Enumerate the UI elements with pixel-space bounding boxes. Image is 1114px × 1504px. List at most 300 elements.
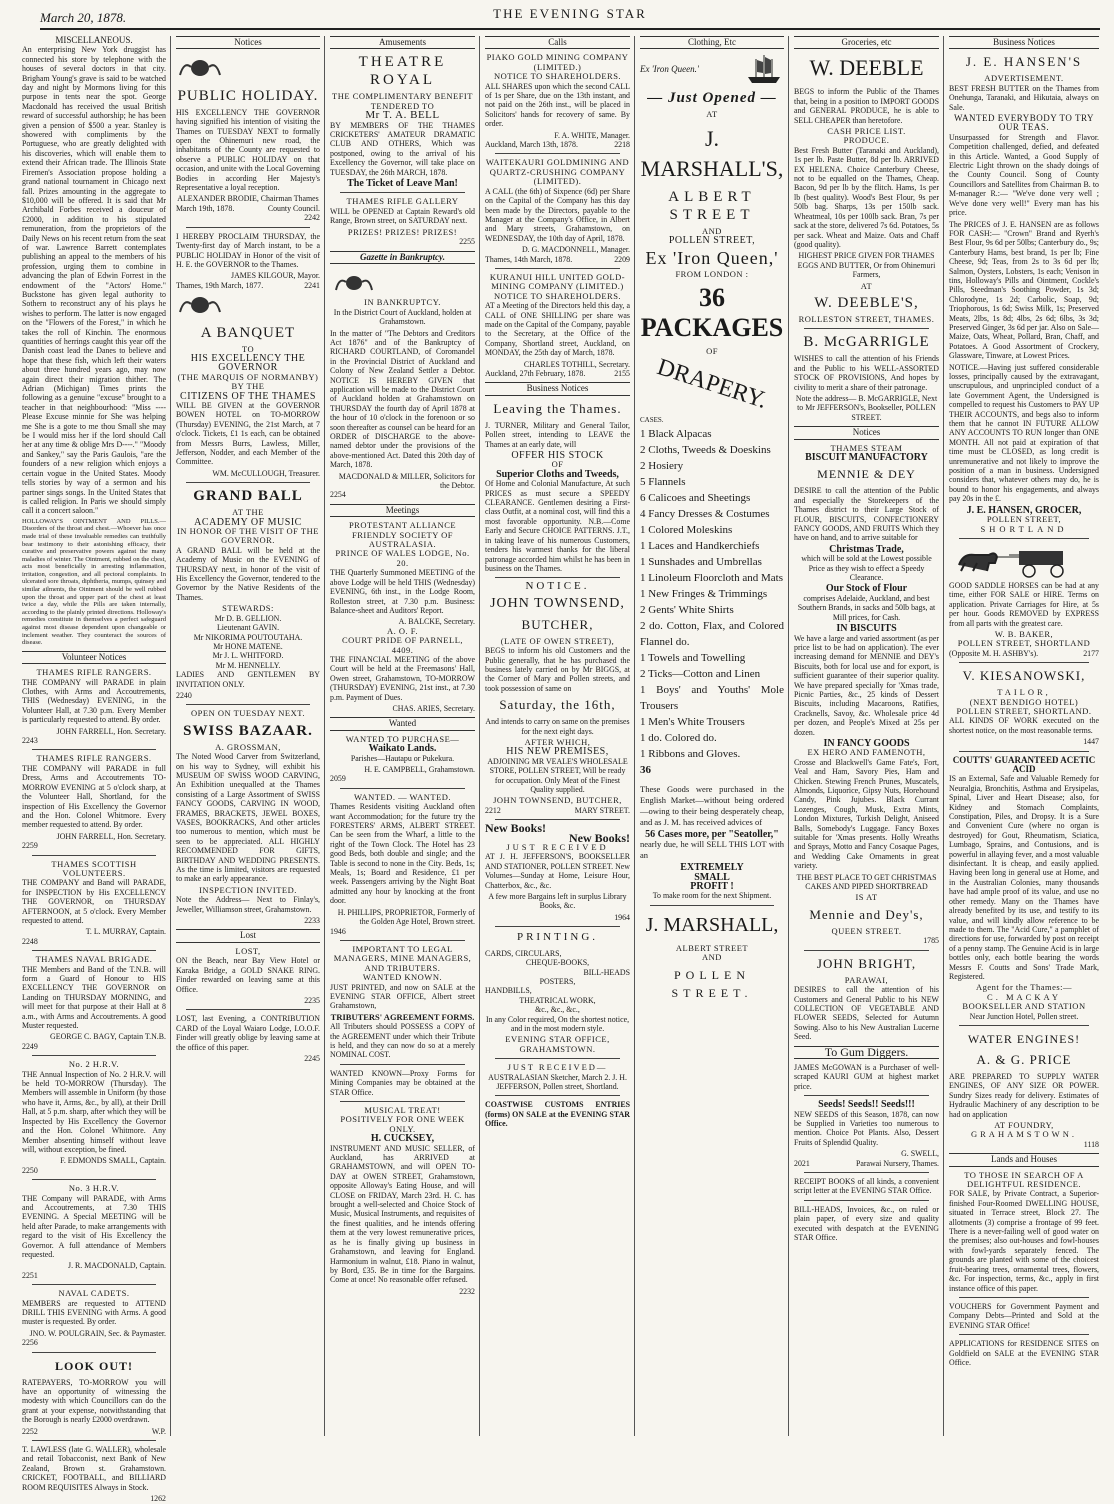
advert-line: CITIZENS OF THE THAMES <box>180 390 316 402</box>
list-item: 1 Men's White Trousers <box>640 715 745 728</box>
advert-line: ADVERTISEMENT. <box>984 73 1064 84</box>
advert-body: MEMBERS are requested to ATTEND DRILL THIS EVENING with Arms. A good muster is requested. By order. <box>22 1298 166 1327</box>
advert-line: THE COMPLIMENTARY BENEFIT <box>332 91 473 102</box>
advert-title: J. MARSHALL, <box>645 913 779 936</box>
advert-number: 2209 <box>614 254 630 264</box>
advert-line: 56 Cases more, per "Seatoller," <box>645 828 779 840</box>
advert-body: AT J. H. JEFFERSON'S, BOOKSELLER AND STATIONER, POLLEN STREET. New Volumes—Sunday at Home, Leisure Hour, Chatterbox, &c., &c. <box>485 852 630 890</box>
advert-body: All Tributers should POSSESS a COPY of the AGREEMENT under which their Tribute is held, and they can now do so at a merely NOMINAL COST. <box>330 1022 475 1060</box>
advert-number: 2212 <box>485 805 501 815</box>
advert-line: IN FANCY GOODS <box>823 737 910 749</box>
advert-body: WANTED KNOWN—Proxy Forms for Mining Companies may be obtained at the STAR Office. <box>330 1068 475 1097</box>
divider <box>32 749 156 750</box>
advert-body: THE COMPANY will PARADE in plain Clothes, with Arms and Accoutrements, THIS (Wednesday) EVENING, in the Volunteer Hall, at 7.30 p.m. Every Member is particularly requested to attend. By order. <box>22 677 166 725</box>
divider <box>186 1009 310 1010</box>
advert-body: THE Annual Inspection of No. 2 H.R.V. will be held TO-MORROW (Thursday). The Members will assemble in Uniform (by those who have it, Arms, &c., by all), at their Drill Hall, at 5 p.m. sharp, after which they will be Inspected by His Excellency the Governor and the Hon. Colonel Whitmore. Any Member absenting himself without leave will, without exception, be fined. <box>22 1069 166 1154</box>
divider <box>804 950 929 951</box>
advert-body: ARE PREPARED TO SUPPLY WATER ENGINES, OF ANY SIZE OR POWER. Sundry Sizes ready for delivery. Estimates of Hydraulic Machinery of any description to be had on application <box>949 1071 1099 1119</box>
advert-body: Note the Address— Next to Finlay's, Jeweller, Williamson street, Grahamstown. <box>176 895 320 914</box>
advert-body: J. TURNER, Military and General Tailor, Pollen street, intending to LEAVE the Thames at an early date, will <box>485 420 630 449</box>
column-rule <box>170 36 171 1436</box>
divider <box>340 940 465 941</box>
advert-body: RECEIPT BOOKS of all kinds, a convenient script letter at the EVENING STAR Office. <box>794 1177 939 1196</box>
column-rule <box>943 36 944 1436</box>
advert-line: JOHN TOWNSEND, <box>490 595 625 611</box>
advert-body: FOR SALE, by Private Contract, a Superior-finished Four-Roomed DWELLING HOUSE, situated in Terrace street, Block 27. The allotments (3) comprise a frontage of 99 feet. There is a never-failing well of good water on the premises; also out-houses and fowl-houses with fowl-yards separately fenced. The grounds are planted with some of the choicest fruit-bearing trees, ornamental trees, flowers, &c. For inspection, terms, &c., apply in first instance office of this paper. <box>949 1189 1099 1293</box>
advert-line: Agent for the Thames:— <box>975 982 1073 993</box>
advert-line: CASH PRICE LIST. <box>827 126 906 137</box>
advert-number: 1946 <box>330 926 346 936</box>
divider <box>959 538 1089 539</box>
advert-line: GOVERNOR <box>218 362 278 374</box>
advert-body: T. LAWLESS (late G. WALLER), wholesale and retail Tobacconist, next Bank of New Zealand, Brown st. Grahamstown. CRICKET, FOOTBALL, and BILLIARD ROOM REQUISITES Always in Stock. <box>22 1445 166 1492</box>
advert-title: J. MARSHALL'S, <box>640 125 784 181</box>
list-item: 2 Cloths, Tweeds & Doeskins <box>640 443 771 456</box>
advert-title: LOOK OUT! <box>54 1358 133 1373</box>
divider <box>340 788 465 789</box>
column-business-notices <box>945 36 1103 1436</box>
divider <box>186 704 310 705</box>
ship-label: Ex 'Iron Queen.' <box>640 63 699 74</box>
advert-line: COURT PRIDE OF PARNELL, 4409. <box>341 635 464 655</box>
advert-number: 2245 <box>304 1053 320 1063</box>
advert-title: SWISS BAZAAR. <box>183 722 313 739</box>
advert-signature: J. R. MACDONALD, Captain. <box>68 1261 166 1271</box>
advert-signature: MACDONALD & MILLER, Solicitors for the Debtor. <box>338 471 475 491</box>
list-item: 1 Laces and Handkerchiefs <box>640 539 760 552</box>
advert-body: These Goods were purchased in the English Market—without being ordered—owing to their being desperately cheap, and as J. M. has received advices of <box>640 783 784 827</box>
masthead <box>40 0 1100 34</box>
advert-line: POLLEN STREET, <box>986 514 1062 525</box>
advert-line: Our Stock of Flour <box>825 583 908 595</box>
advert-title: IN BANKRUPTCY. <box>364 297 441 308</box>
advert-number: 1118 <box>1083 1139 1099 1149</box>
advert-body: In any Color required, On the shortest notice, and in the most modern style. <box>485 1014 630 1033</box>
advert-line: AT <box>860 280 873 291</box>
divider <box>186 227 310 228</box>
advert-line: IN BISCUITS <box>836 623 897 635</box>
divider <box>495 268 620 269</box>
advert-title: WATER ENGINES! <box>967 1031 1081 1046</box>
advert-title: NAVAL CADETS. <box>58 1288 130 1299</box>
advert-line: INSPECTION INVITED. <box>199 884 297 895</box>
advert-title: THAMES NAVAL BRIGADE. <box>35 954 153 965</box>
advert-line: PARAWAI, <box>844 974 889 985</box>
advert-body: INSTRUMENT AND MUSIC SELLER, of Auckland, has ARRIVED at GRAHAMSTOWN, and will OPEN TO-DAY at OWEN STREET, Grahamstown, opposite Alloway's Eating House, and will CLOSE on FRIDAY, March 23rd. H. C. has brought a well-selected and Choice Stock of Music, Musical Instruments, and requisites of the finest qualities, and he intends offering them at the very lowest remunerative prices, as he is finally giving up business in Grahamstown, and leaving for England. Harmonium in walnut, £18. Piano in walnut, by Bord, £35. Be in time for the Bargains. Come at once! No reasonable offer refused. <box>330 1143 475 1285</box>
list-item: 1 Ribbons and Gloves. <box>640 747 741 760</box>
advert-number: 2256 <box>22 1338 38 1348</box>
advert-rifle-rangers-2 <box>22 754 166 850</box>
advert-holloway: HOLLOWAY'S OINTMENT AND PILLS.—Disorders of the throat and chest.—Whoever has once made trial of these invaluable remedies can truthfully bear testimony to their astonishing efficacy, their curative and preservative powers against the many maladies of winter. The Ointment, rubbed on the chest, acts most beneficially in arresting inflammation, irritation, congestion, and all pectoral complaints. In ulcerated sore throats, diphtheria, mumps, quinsey and similar ailments, the Ointment should be well rubbed upon the throat and upper part of the chest at least twice a day, while the Pills are taken internally, according to the plainly printed directions. Holloway's remedies constitute in themselves a perfect safeguard against most disease dependent upon changeable or inclement weather. They counteract the sources of disease. <box>22 517 166 647</box>
list-item: 1 Sunshades and Umbrellas <box>640 555 762 568</box>
steward-name: Mr HONE MATENE. <box>213 641 283 651</box>
masthead-rule <box>40 28 1100 30</box>
advert-line: BY THE <box>231 381 265 392</box>
advert-date: Thames, 14th March, 1878. <box>485 254 573 264</box>
advert-body: Crosse and Blackwell's Game Fate's, Fort, Veal and Ham, Savory Pies, Ham and Chicken. Stewing French Prunes, Muscatels, Almonds, Liquorice, Gipsy Nuts, Horehound Candy, Pink Jujubes. Black Currant Lozenges, Cough, Musk, Extra Mints, London Mixtures, Turkish Delight, Aniseed Balls, Somebody's Luggage. Fancy Boxes suitable for 'Xmas presents. Holly Wreaths and Sprays, Motto and Fancy Cosaque Pages, and Wedding Cake Ornaments in great variety. <box>794 757 939 871</box>
section-heading: Amusements <box>330 36 475 49</box>
divider <box>804 1200 929 1201</box>
advert-hrv-3 <box>22 1184 166 1280</box>
advert-title: MUSICAL TREAT! <box>364 1105 441 1115</box>
advert-body: In the matter of "The Debtors and Creditors Act 1876" and of the Bankruptcy of RICHARD COURTLAND, of Coromandel in the Provincial District of Auckland and Colony of New Zealand Settler a Debtor. NOTICE IS HEREBY GIVEN that application will be made to the District Court of Auckland holden at Grahamstown on THURSDAY the fourth day of April 1878 at the hour of 10 o'clock in the forenoon or so soon thereafter as counsel can be heard for an ORDER of DISCHARGE to the above-named debtor under the provisions of the above-mentioned Act. Dated this 20th day of March, 1878. <box>330 328 475 470</box>
advert-title: J. E. HANSEN, GROCER, <box>966 504 1082 516</box>
advert-body: THE COMPANY will PARADE in full Dress, Arms and Accoutrements TO-MORROW EVENING at 5 o'clock sharp, at the Volunteer Hall, Shortland, for the inspection of His Excellency the Governor and the Hon. Colonel Whitmore. Every member requested to attend. By order. <box>22 763 166 830</box>
section-heading: Business Notices <box>949 36 1099 49</box>
advert-body: AT a Meeting of the Directors held this day, a CALL of ONE SHILLING per share was made on the Capital of the Company, payable to the Secretary, at the Office of the Company, Shortland street, Auckland, on MONDAY, the 25th day of March, 1878. <box>485 301 630 358</box>
advert-line: OPEN ON TUESDAY NEXT. <box>191 708 305 719</box>
advert-signature: G. SWELL, <box>901 1149 939 1159</box>
advert-body: JUST PRINTED, and now on SALE at the EVENING STAR OFFICE, Albert street Grahamstown, <box>330 982 475 1011</box>
advert-line: POLLEN STREET. <box>671 967 753 1000</box>
column-rule <box>634 36 635 1436</box>
advert-title: NOTICE. <box>525 580 590 593</box>
advert-body: LOST, last Evening, a CONTRIBUTION CARD of the Loyal Waiaro Lodge, I.O.O.F. Finder will greatly oblige by leaving same at the office of this paper. <box>176 1014 320 1052</box>
advert-line: (THE MARQUIS OF NORMANBY) <box>177 371 319 382</box>
column-amusements <box>326 36 479 1436</box>
sailing-ship-icon <box>744 53 784 85</box>
advert-body: HIS EXCELLENCY THE GOVERNOR having signified his intention of visiting the Thames on TUESDAY NEXT to formally open the Ohinemuri new road, the inhabitants of the County are requested to observe a PUBLIC HOLIDAY on that occasion, and unite with the Local Governing Bodies in according Her Majesty's Representative a loyal reception. <box>176 107 320 193</box>
advert-title: Leaving the Thames. <box>493 400 622 416</box>
printing-item: BILL-HEADS <box>583 967 630 977</box>
advert-body: A few more Bargains left in surplus Library Books, &c. <box>488 892 627 911</box>
advert-body: Of Home and Colonial Manufacture, At such PRICES as must secure a SPEEDY CLEARANCE. Gentlemen desiring a First-class Outfit, at a nominal cost, will find this a most favorable opportunity. N.B.—Come Early and Secure CHOICE PATTERNS. J.T., in taking leave of his numerous Customers, tenders his warmest thanks for the liberal patronage accorded him whilst he has been in business on the Thames. <box>485 479 630 573</box>
advert-title: THAMES RIFLE RANGERS. <box>36 753 152 764</box>
advert-line: SHORTLAND <box>980 523 1068 534</box>
advert-line: In the District Court of Auckland, holden at Grahamstown. <box>333 307 472 327</box>
advert-number: 2218 <box>614 140 630 150</box>
section-heading: Lands and Houses <box>949 1153 1099 1166</box>
advert-body: BEGS to inform the Public of the Thames that, being in a position to IMPORT GOODS and GENERAL PRODUCE, he is able to SELL CHEAPER than heretofore. <box>794 87 939 125</box>
advert-body: BEST FRESH BUTTER on the Thames from Onehunga, Taranaki, and Hikutaia, always on Sale. <box>949 83 1099 112</box>
royal-arms-icon <box>330 272 378 292</box>
printing-item: THEATRICAL WORK, <box>519 995 596 1005</box>
advert-line: POSITIVELY FOR ONE WEEK ONLY. <box>340 1114 465 1134</box>
advert-title: WANTED TO PURCHASE— <box>345 733 460 744</box>
advert-title: DRAPERY. <box>653 354 771 415</box>
advert-number: 2248 <box>22 936 38 946</box>
advert-line: ACADEMY OF MUSIC <box>194 516 302 528</box>
advert-signature: H. PHILLIPS, PROPRIETOR, Formerly of the Golden Age Hotel, Brown street. <box>337 907 475 927</box>
advert-title: PROTESTANT ALLIANCE FRIENDLY SOCIETY OF AUSTRALASIA. <box>348 520 457 550</box>
advert-title: PRINTING. <box>516 931 599 944</box>
divider <box>959 751 1089 752</box>
advert-body: ALL SHARES upon which the second CALL of 1s per Share, due on the 13th instant, and not paid on the 26th inst., will be placed in Solicitors' hands for recovery of same. By order. <box>485 81 630 129</box>
advert-line: AT FOUNDRY, <box>994 1120 1054 1130</box>
advert-body: ALL KINDS OF WORK executed on the shortest notice, on the most reasonable terms. <box>949 716 1099 735</box>
advert-signature: H. E. CAMPBELL, Grahamstown. <box>364 765 475 774</box>
advert-title: 36 PACKAGES <box>640 283 784 343</box>
steward-name: Mr D. B. GELLION. <box>214 613 282 623</box>
advert-title: WAITEKAURI GOLDMINING AND QUARTZ-CRUSHING COMPANY (LIMITED). <box>485 157 630 187</box>
advert-line: Ex 'Iron Queen,' <box>645 247 779 268</box>
advert-line: WANTED EVERYBODY TO TRY OUR TEAS. <box>954 113 1094 133</box>
advert-number: 2259 <box>22 841 38 851</box>
advert-body: Unsurpassed for Strength and Flavor. Competition challenged, defied, and defeated in this Article. Wanted, a Good Supply of Electric Light thrown on the shady doings of the County Council. Song of County Councillors and Satellites from Chairman B. to M-manager R.:— "We've done very well ; We've done very well!" Every man has his price. <box>949 132 1099 218</box>
list-item: 2 do. Cotton, Flax, and Colored Flannel do. <box>640 619 784 648</box>
divider <box>340 1064 465 1065</box>
advert-body: We have a large and varied assortment (as per price list to be had on application). The ever increasing demand for MENNIE and DEY's Biscuits, both for local use and for export, is sufficient guarantee of their superior quality. We have prepared specially for 'Xmas trade, Picnic Parties, &c., 25 kinds of Dessert Biscuits, including Macaroons, Ratifies, Cracknells, Savoy, &c. Wholesale price 4d per dozen, and People's Mixed at 25s per dozen. <box>794 633 939 737</box>
advert-body: APPLICATIONS for RESIDENCE SITES on Goldfield on SALE at the EVENING STAR Office. <box>949 1339 1099 1367</box>
advert-line: TAILOR, <box>997 687 1051 698</box>
advert-signature: F. A. WHITE, Manager. <box>554 130 630 140</box>
list-item: 1 Towels and Towelling <box>640 651 746 664</box>
advert-date: Thames, 19th March, 1877. <box>176 280 264 290</box>
advert-signature: JOHN FARRELL, Hon. Secretary. <box>56 726 166 736</box>
advert-line: The Ticket of Leave Man! <box>347 178 458 190</box>
advert-signature: CHARLES TOTHILL, Secretary. <box>523 359 630 369</box>
advert-line: GRAHAMSTOWN. <box>971 1129 1077 1140</box>
advert-title: PIAKO GOLD MINING COMPANY (LIMITED.) <box>486 52 629 72</box>
list-item: 1 Colored Moleskins <box>640 523 733 536</box>
advert-line: PRODUCE. <box>843 135 890 146</box>
advert-line: NOTICE TO SHAREHOLDERS. <box>493 71 622 82</box>
advert-title: THAMES SCOTTISH VOLUNTEERS. <box>51 858 137 878</box>
advert-title: THEATRE ROYAL <box>358 54 447 89</box>
advert-line: AT <box>706 109 718 120</box>
divider <box>340 1101 465 1102</box>
advert-line: OF <box>706 346 718 357</box>
divider <box>959 1334 1089 1335</box>
advert-line: JUST RECEIVED <box>506 842 609 853</box>
advert-signature: JOHN FARRELL, Hon. Secretary. <box>56 831 166 841</box>
advert-line: SMALL <box>694 871 730 883</box>
advert-hrv-2 <box>22 1060 166 1175</box>
advert-line: (Opposite M. H. ASHBY's). <box>949 648 1039 658</box>
advert-signature: W.P. <box>151 1426 166 1436</box>
advert-number: 1785 <box>923 936 939 946</box>
advert-title: GRAND BALL <box>193 488 303 505</box>
advert-line: Parawai Nursery, Thames. <box>855 1158 939 1168</box>
advert-line: A. GROSSMAN, <box>215 741 281 752</box>
advert-line: STEWARDS: <box>222 603 274 614</box>
advert-title: JOHN BRIGHT, <box>816 955 917 971</box>
advert-number: 2243 <box>22 736 38 746</box>
advert-body: nearly due, he will SELL THIS LOT with an <box>640 839 784 861</box>
section-heading: Calls <box>485 36 630 49</box>
advert-body: THE BEST PLACE TO GET CHRISTMAS CAKES AND PIPED SHORTBREAD <box>796 872 937 892</box>
advert-line: GOVERNOR. <box>221 535 275 546</box>
advert-body: DESIRES to call the attention of his Customers and General Public to his NEW COLLECTION OF VEGETABLE AND FLOWER SEEDS, Selected for Autumn Sowing. Also to his New Australian Lucerne Seed. <box>794 985 939 1042</box>
steward-name: Mr NIKORIMA POUTOUTAHA. <box>193 632 303 642</box>
advert-title: New Books! <box>568 830 630 845</box>
advert-line: Mennie and Dey's, <box>809 906 924 922</box>
divider <box>495 1095 620 1096</box>
list-item: 2 Gents' White Shirts <box>640 603 734 616</box>
advert-body: Note the address— B. McGARRIGLE, Next to Mr JEFFERSON's, Bookseller, POLLEN STREET. <box>795 393 938 422</box>
advert-body: AUSTRALASIAN Sketcher, March 2. J. H. JEFFERSON, Pollen street, Shortland. <box>488 1072 627 1091</box>
advert-signature: D. G. MACDONNELL, Manager. <box>521 245 630 255</box>
advert-line: MARY STREET. <box>574 805 630 815</box>
advert-title: To Gum Diggers. <box>794 1046 939 1059</box>
advert-line: H. CUCKSEY, <box>370 1133 435 1145</box>
advert-signature: T. L. MURRAY, Captain. <box>85 927 166 937</box>
advert-line: MENNIE & DEY <box>817 467 916 482</box>
advert-number: 2021 <box>794 1158 810 1168</box>
advert-line: TRIBUTERS' AGREEMENT FORMS. <box>330 1011 475 1022</box>
advert-number: 2235 <box>304 995 320 1005</box>
advert-number: 2177 <box>1083 648 1099 658</box>
advert-line: TO <box>241 343 255 354</box>
advert-line: POLLEN STREET, <box>668 235 756 247</box>
column-clothing <box>636 36 788 1436</box>
divider <box>650 905 774 906</box>
advert-line: BOOKSELLER AND STATION <box>962 1001 1086 1012</box>
column-notices <box>172 36 324 1436</box>
advert-line: ROLLESTON STREET, THAMES. <box>798 313 935 324</box>
section-heading: Volunteer Notices <box>22 651 166 664</box>
advert-body: HIGHEST PRICE GIVEN FOR THAMES EGGS AND BUTTER, Or from Ohinemuri Farmers, <box>797 251 936 280</box>
advert-look-out <box>22 1357 166 1436</box>
divider <box>32 1055 156 1056</box>
advert-title: No. 2 H.R.V. <box>68 1059 120 1070</box>
advert-line: POLLEN STREET, SHORTLAND. <box>956 705 1092 716</box>
divider <box>804 328 929 329</box>
advert-line: Saturday, the 16th, <box>499 697 616 713</box>
steward-name: Mr J. L. WHITFORD. <box>212 651 284 661</box>
advert-body: WISHES to call the attention of his Friends and the Public to his WELL-ASSORTED STOCK OF PROVISIONS, And hopes by civility to merit a share of their patronage. <box>794 354 939 392</box>
list-item: 1 Black Alpacas <box>640 427 712 440</box>
advert-body: ADJOINING MR VEALE'S WHOLESALE STORE, POLLEN STREET, Will be ready for occupation. Only Meat of the Finest Quality supplied. <box>487 756 628 794</box>
advert-number: 2252 <box>22 1426 38 1436</box>
advert-proclamation: I HEREBY PROCLAIM THURSDAY, the Twenty-first day of March instant, to be a PUBLIC HOLIDAY in Honor of the visit of H. E. the GOVERNOR to the Thames. <box>176 231 320 269</box>
advert-line: AT THE <box>232 507 264 518</box>
advert-body: LADIES AND GENTLEMEN BY INVITATION ONLY. <box>176 670 320 689</box>
advert-line: (LATE OF OWEN STREET), <box>500 635 615 646</box>
advert-line: THAMES STEAM <box>830 442 903 453</box>
advert-title: LOST, <box>235 945 261 956</box>
advert-body: BY MEMBERS OF THE THAMES CRICKETERS' AMATEUR DRAMATIC CLUB AND OTHERS, Which was postponed, owing to the arrival of his Excellency the Governor, will take place on TUESDAY, the 26th MARCH, 1878. <box>330 120 475 177</box>
advert-title: PUBLIC HOLIDAY. <box>177 87 319 104</box>
advert-date: March 19th, 1878. <box>176 203 235 213</box>
article-text: An enterprising New York druggist has connected his store by telephone with the houses of several doctors in that city. Brigham Young's grave is said to be watched day and night by Mormons living for this purpose in tents near the spot. George Macdonald has received the usual British reward of successful authorship; he has been given a pension of $500 a year. Stanley is showered with compliments by the Portuguese, who are greatly delighted with his discoveries, which will enable them to extend their African trade. The Illinois State Firemen's Association propose holding a grand national tournament in Chicago next fall. Prizes amounting in the aggregate to $10,000 will be offered. It is said that Mr Archibald Forbes received a douceur of £2000, in addition to his stipulated remuneration, from the proprietors of the Daily News on his recent return from the seat of war. Lawrence Barrett contemplates publishing an appeal to the members of his profession, urging them to combine in advancing the plan of Edwin Forrest in the endowment of the "Actors' Home." Buckstone has given legal authority to Sothern to reconstruct any of his plays he wishes to perform. The latter is now engaged on the "Flowers of the Forest," in which he takes the roll of Kinchin. The enormous quantities of herrings caught this year off the Danish coast lead the Danes to believe and hope that these fish, which left their waters about three hundred years ago, may now again direct their migration thither. The Adrian (Michigan) Times prints the following as a genuine "excuse" brought to a teacher in that neighbourhood: "Miss ---- Please Excuse minnie for She was helping me She is a gote to me thou Small she may be I would miss her if the lord should Call her at any time & oblige Mrs D----." "Moody and Sankey," say the Paris Gaulois, "are the founders of a new religion which enjoys a certain vogue in the United States. Moody tells stories by way of a sermon and his partner sings songs. In the United States that is called religion. In Paris we should simply call it a concert saloon." <box>22 45 166 516</box>
divider <box>32 950 156 951</box>
advert-line: WANTED KNOWN. <box>362 972 443 983</box>
section-heading: Lost <box>176 929 320 942</box>
divider <box>340 192 465 193</box>
advert-line: Christmas Trade, <box>829 543 904 555</box>
divider <box>32 1179 156 1180</box>
section-heading: Meetings <box>330 504 475 517</box>
royal-arms-icon <box>176 57 224 77</box>
advert-body: WILL BE GIVEN at the GOVERNOR BOWEN HOTEL on TO-MORROW (Thursday) EVENING, the 21st March, at 7 o'clock. Tickets, £1 1s each, can be obtained from Messrs Burrs, Lawless, Miller, Jefferson, Nodder, and each Member of the Committee. <box>176 400 320 467</box>
section-heading: Wanted <box>330 717 475 730</box>
advert-body: comprises Adelaide, Auckland, and best Southern Brands, in sacks and 50lb bags, at Mill prices, for Cash. <box>797 593 936 622</box>
divider <box>32 855 156 856</box>
list-item: 4 Fancy Dresses & Costumes <box>640 507 770 520</box>
advert-line: IN HONOR OF THE VISIT OF THE <box>177 526 319 537</box>
advert-body: A GRAND BALL will be held at the Academy of Music on the EVENING of THURSDAY next, in honor of the visit of His Excellency the Governor, tendered to the Governor by the Native Residents of the Thames. <box>176 545 320 602</box>
printing-item: POSTERS, <box>539 976 576 986</box>
list-item: 1 Boys' and Youths' Mole Trousers <box>640 683 784 712</box>
advert-number: 2233 <box>304 916 320 926</box>
column-rule <box>324 36 325 1436</box>
advert-body: IS an External, Safe and Valuable Remedy for Neuralgia, Bronchitis, Asthma and Erysipelas, Spinal, Liver and Heart Disease; also, for Kidney and Stomach Complaints, Constipation, Piles, and Dropsy. It is a Sure and Convenient Cure (where no organ is destroyed) for Gout, Rheumatism, Sciatica, Lumbago, Sprains, and Contusions, and is powerful in allaying fever, and a most valuable disinfectant. It is cheap, and easily applied. Having been long in general use at Home, and in the Australian Colonies, many thousands have had ample proof of its value, and use no other remedy. Many on the Thames have already benefited by its use, and testify to its value, and will kindly allow reference to be made to them. The "Acid Cure," a pamphlet of directions for use, forwarded by post on receipt of a penny stamp. The Genuine Acid is in large bottles only, each bottle bearing the words Messrs F. Coutts and Sons' Trade Mark, Registered. <box>949 774 1099 981</box>
advert-naval-cadets <box>22 1289 166 1347</box>
advert-body: THE Company will PARADE, with Arms and Accoutrements, at 7.30 THIS EVENING. A Special MEETING will be held after Parade, to make arrangements with regard to the visit of His Excellency the Governor. A full attendance of Members requested. <box>22 1193 166 1259</box>
advert-signature: ALEXANDER BRODIE, Chairman Thames <box>177 194 319 204</box>
advert-number: 1262 <box>150 1494 166 1504</box>
divider <box>495 819 620 820</box>
advert-line: BUTCHER, <box>521 616 594 632</box>
advert-line: EX HERO AND FAMENOTH, <box>807 747 926 758</box>
advert-signature: A. BALCKE, Secretary. <box>398 617 475 627</box>
printing-item: CARDS, CIRCULARS, <box>485 948 562 958</box>
divider <box>804 1172 929 1173</box>
advert-body: THE COMPANY and Band will PARADE, for INSPECTION by His EXCELLENCY THE GOVERNOR, on THURSDAY AFTERNOON, at 5 o'clock. Every Member requested to attend. <box>22 878 166 925</box>
section-heading: Notices <box>176 36 320 49</box>
advert-body: NOTICE.—Having just suffered considerable losses, principally caused by the extravagant, unscrupulous, and unprincipled conduct of a late Government Agent, the Undersigned is compelled to request his Customers to PAY UP THEIR ACCOUNTS, and begs also to inform them that he cannot IN FUTURE ALLOW ANY ACCOUNTS TO RUN longer than ONE MONTH. All not paid at expiration of that time must be CLOSED, as long credit is unremunerative and not likely to improve the position of a man in business. Undersigned considers that, whatever others may do, he is bound to honor his engagements, and always pay 20s in the £. <box>949 362 1099 504</box>
divider <box>959 662 1089 663</box>
printing-item: CHEQUE-BOOKS, <box>525 958 590 968</box>
advert-number: 2232 <box>459 1286 475 1296</box>
column-miscellaneous <box>18 35 170 1504</box>
list-item: 2 Hosiery <box>640 459 684 472</box>
advert-title: BISCUIT MANUFACTORY <box>805 452 928 463</box>
advert-number: 2240 <box>176 690 192 700</box>
advert-line: Mr T. A. BELL <box>365 109 440 122</box>
advert-title: A BANQUET <box>200 324 296 341</box>
advert-line: W. DEEBLE'S, <box>814 294 919 311</box>
advert-body: BILL-HEADS, Invoices, &c., on ruled or plain paper, of every size and quality executed with despatch at the EVENING STAR Office. <box>794 1204 939 1243</box>
advert-body: GOOD SADDLE HORSES can be had at any time, either FOR SALE or HIRE. Terms on application. Private Carriages for Hire, at 5s per hour. Goods REMOVED by EXPRESS from all parts with the greatest care. <box>949 580 1099 628</box>
divider <box>495 1058 620 1059</box>
advert-body: Thames Residents visiting Auckland often want Accommodation; for the future try the FORESTERS' ARMS, ALBERT STREET. Can be seen from the Wharf, a little to the right of the Town Clock. The Hotel has 23 good Beds, both double and single; and the Table is second to none in the City. Beds, 1s; Meals, 1s; Board and Residence, £1 per week. Passengers arriving by the Night Boat admitted any hour by knocking at the front door. <box>330 802 475 906</box>
advert-number: 2254 <box>330 490 346 500</box>
advert-body: VOUCHERS for Government Payment and Company Debts—Printed and Sold at the EVENING STAR Office! <box>949 1301 1099 1330</box>
advert-number: 2059 <box>330 774 346 784</box>
advert-body: And intends to carry on same on the premises for the next eight days. <box>485 717 630 736</box>
advert-body: Parishes—Hautapu or Pukekura. <box>350 753 455 763</box>
divider <box>186 482 310 483</box>
advert-title: THAMES RIFLE RANGERS. <box>36 667 152 678</box>
advert-signature: JOHN TOWNSEND, BUTCHER, <box>493 795 622 806</box>
advert-body: RATEPAYERS, TO-MORROW you will have an opportunity of witnessing the modesty with which Councillors can do the grant at your expense, notwithstanding that the Borough is nearly £2000 overdrawn. <box>22 1377 166 1425</box>
advert-line: QUEEN STREET. <box>831 925 902 936</box>
advert-title: KURANUI HILL UNITED GOLD-MINING COMPANY (LIMITED.) <box>489 271 626 292</box>
cases-list <box>640 416 784 777</box>
column-calls <box>481 36 634 1436</box>
advert-number: 2255 <box>459 237 475 247</box>
advert-title: WANTED. — WANTED. <box>353 791 452 802</box>
issue-date: March 20, 1878. <box>40 10 127 25</box>
advert-number: 2155 <box>614 369 630 378</box>
advert-line: OF <box>551 459 564 470</box>
advert-body: JAMES McGOWAN is a Purchaser of well-scraped KAURI GUM at highest market price. <box>794 1062 939 1091</box>
advert-signature: County Council. <box>267 203 320 213</box>
advert-signature: CHAS. ARIES, Secretary. <box>392 703 475 713</box>
list-total: 36 <box>640 763 651 776</box>
section-heading: MISCELLANEOUS. <box>55 35 133 45</box>
advert-scottish-volunteers <box>22 860 166 947</box>
advert-title: B. McGARRIGLE <box>803 334 930 351</box>
divider <box>804 1095 929 1096</box>
advert-title: V. KIESANOWSKI, <box>962 668 1086 684</box>
printing-item: &c., &c., &c., <box>535 1005 580 1015</box>
advert-line: EVENING STAR OFFICE, <box>505 1034 610 1045</box>
list-item: 6 Calicoes and Sheetings <box>640 491 751 504</box>
advert-body: WILL be OPENED at Captain Reward's old Range, Brown street, on SATURDAY next. <box>330 206 475 226</box>
section-heading: Notices <box>794 426 939 439</box>
advert-line: FROM LONDON : <box>675 268 749 279</box>
divider <box>495 153 620 154</box>
divider <box>495 926 620 927</box>
advert-signature: W. B. BAKER, <box>994 628 1054 639</box>
advert-body: The Noted Wood Carver from Switzerland, on his way to Sydney, will exhibit his MUSEUM OF SWISS WOOD CARVING, An Exhibition unequalled at the Thames consisting of a Large Assortment of SWISS FANCY GOODS, CARVING IN WOOD, FRAMES, BRACKETS, JEWEL BOXES, VASES, BOOKRACKS, And other articles too numerous to mention, which must be seen to be appreciated. ALL HIGHLY RECOMMENDED FOR GIFTS, BIRTHDAY AND WEDDING PRESENTS. As the time is limited, visitors are requested to make an early appearance. <box>176 752 320 884</box>
advert-body: THE Quarterly Summoned MEETING of the above Lodge will be held THIS (Wednesday) EVENING, 6th inst., in the Lodge Room, Rolleston street, at 7.30 p.m. Business: Balance-sheet and Auditors' Report. <box>330 568 475 615</box>
advert-line: Superior Cloths and Tweeds, <box>496 468 619 480</box>
advert-line: — Just Opened — <box>647 90 777 107</box>
